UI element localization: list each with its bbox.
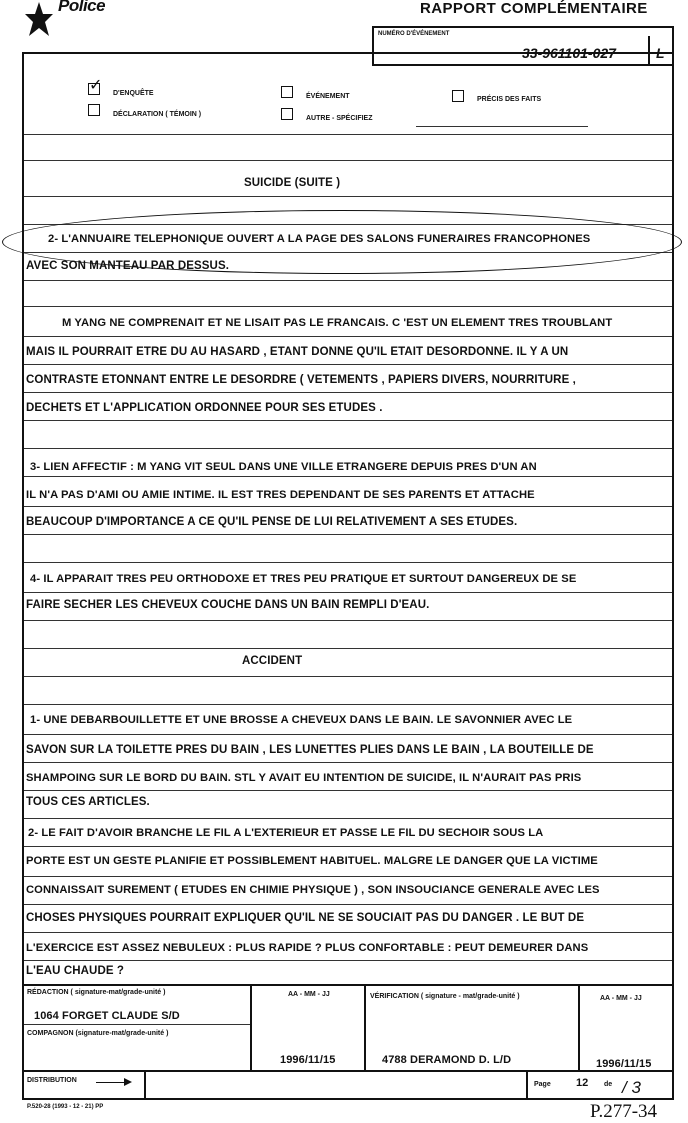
paragraph-line: M YANG NE COMPRENAIT ET NE LISAIT PAS LE FRANCAIS. C 'EST UN ELEMENT TRES TROUBLANT [62, 317, 613, 329]
verification-label: VÉRIFICATION ( signature - mat/grade-unité ) [370, 993, 520, 1000]
paragraph-line: CONTRASTE ETONNANT ENTRE LE DESORDRE ( VETEMENTS , PAPIERS DIVERS, NOURRITURE , [26, 374, 576, 386]
paragraph-line: DECHETS ET L'APPLICATION ORDONNEE POUR SES ETUDES . [26, 402, 383, 414]
rule-line [24, 620, 672, 621]
paragraph-line: 2- L'ANNUAIRE TELEPHONIQUE OUVERT A LA PAGE DES SALONS FUNERAIRES FRANCOPHONES [48, 233, 591, 245]
event-number-label: NUMÉRO D'ÉVÉNEMENT [378, 31, 450, 37]
check-mark-icon: ✓ [89, 77, 103, 94]
verification-date: 1996/11/15 [596, 1058, 652, 1070]
rule-line [24, 506, 672, 507]
redaction-date: 1996/11/15 [280, 1054, 336, 1066]
rule-line [24, 790, 672, 791]
rule-line [24, 364, 672, 365]
paragraph-line: IL N'A PAS D'AMI OU AMIE INTIME. IL EST TRES DEPENDANT DE SES PARENTS ET ATTACHE [26, 489, 535, 501]
page-total: / 3 [622, 1078, 641, 1097]
footer-divider [144, 1070, 146, 1100]
rule-line [24, 960, 672, 961]
distribution-label: DISTRIBUTION [27, 1077, 77, 1084]
paragraph-line: CONNAISSAIT SUREMENT ( ETUDES EN CHIMIE PHYSIQUE ) , SON INSOUCIANCE GENERALE AVEC LES [26, 884, 600, 896]
paragraph-line: FAIRE SECHER LES CHEVEUX COUCHE DANS UN BAIN REMPLI D'EAU. [26, 599, 430, 611]
page-number: 12 [576, 1077, 589, 1089]
redaction-value: 1064 FORGET CLAUDE S/D [34, 1010, 180, 1022]
form-code: P.520-28 (1993 - 12 - 21) PP [27, 1104, 104, 1110]
footer-divider [250, 984, 252, 1070]
paragraph-line: 3- LIEN AFFECTIF : M YANG VIT SEUL DANS UNE VILLE ETRANGERE DEPUIS PRES D'UN AN [30, 461, 537, 473]
rule-line [24, 196, 672, 197]
rule-line [24, 818, 672, 819]
paragraph-line: 4- IL APPARAIT TRES PEU ORTHODOXE ET TRES PEU PRATIQUE ET SURTOUT DANGEREUX DE SE [30, 573, 577, 585]
rule-line [24, 676, 672, 677]
paragraph-line: SAVON SUR LA TOILETTE PRES DU BAIN , LES LUNETTES PLIES DANS LE BAIN , LA BOUTEILLE DE [26, 744, 594, 756]
rule-line [24, 160, 672, 161]
paragraph-line: MAIS IL POURRAIT ETRE DU AU HASARD , ETANT DONNE QU'IL ETAIT DESORDONNE. IL Y A UN [26, 346, 569, 358]
report-title: RAPPORT COMPLÉMENTAIRE [420, 0, 648, 17]
rule-line [24, 846, 672, 847]
paragraph-line: 2- LE FAIT D'AVOIR BRANCHE LE FIL A L'EXTERIEUR ET PASSE LE FIL DU SECHOIR SOUS LA [28, 827, 544, 839]
checkbox-precis[interactable] [452, 90, 464, 102]
rule-line [24, 648, 672, 649]
page-de: de [604, 1081, 613, 1088]
arrow-right-icon [96, 1082, 126, 1083]
rule-line [24, 336, 672, 337]
police-logo-icon [24, 0, 54, 40]
rule-line [24, 476, 672, 477]
rule-line [24, 534, 672, 535]
rule-line [24, 904, 672, 905]
rule-line [24, 306, 672, 307]
checkbox-autre-label: AUTRE - SPÉCIFIEZ [306, 115, 373, 122]
checkbox-evenement[interactable] [281, 86, 293, 98]
heading-accident: ACCIDENT [242, 655, 303, 667]
agency-name: Police [58, 0, 106, 12]
paragraph-line: L'EXERCICE EST ASSEZ NEBULEUX : PLUS RAPIDE ? PLUS CONFORTABLE : PEUT DEMEURER DANS [26, 942, 589, 954]
event-number: 33-961101-027 [522, 45, 616, 61]
rule-line [24, 734, 672, 735]
date-label: AA - MM - JJ [600, 995, 642, 1002]
footer-rule [24, 1024, 250, 1025]
checkbox-precis-label: PRÉCIS DES FAITS [477, 96, 542, 103]
heading-suicide: SUICIDE (SUITE ) [244, 177, 341, 189]
rule-line [24, 134, 672, 135]
page-label: Page [534, 1081, 551, 1088]
paragraph-line: TOUS CES ARTICLES. [26, 796, 150, 808]
footer-top-rule [24, 984, 672, 986]
checkbox-evenement-label: ÉVÉNEMENT [306, 93, 350, 100]
footer-divider [578, 984, 580, 1070]
paragraph-line: AVEC SON MANTEAU PAR DESSUS. [26, 260, 230, 272]
redaction-label: RÉDACTION ( signature-mat/grade-unité ) [27, 989, 166, 996]
rule-line [24, 562, 672, 563]
paragraph-line: L'EAU CHAUDE ? [26, 965, 125, 977]
paragraph-line: 1- UNE DEBARBOUILLETTE ET UNE BROSSE A CHEVEUX DANS LE BAIN. LE SAVONNIER AVEC LE [30, 714, 573, 726]
rule-line [24, 592, 672, 593]
rule-line [24, 392, 672, 393]
compagnon-label: COMPAGNON (signature-mat/grade-unité ) [27, 1030, 169, 1037]
rule-line [24, 704, 672, 705]
rule-line [24, 448, 672, 449]
paragraph-line: PORTE EST UN GESTE PLANIFIE ET POSSIBLEMENT HABITUEL. MALGRE LE DANGER QUE LA VICTIME [26, 855, 598, 867]
rule-line [24, 932, 672, 933]
paragraph-line: CHOSES PHYSIQUES POURRAIT EXPLIQUER QU'IL NE SE SOUCIAIT PAS DU DANGER . LE BUT DE [26, 912, 585, 924]
rule-line [24, 762, 672, 763]
rule-line [24, 280, 672, 281]
rule-line [24, 420, 672, 421]
checkbox-enquete-label: D'ENQUÊTE [113, 90, 154, 97]
verification-value: 4788 DERAMOND D. L/D [382, 1054, 512, 1066]
paragraph-line: SHAMPOING SUR LE BORD DU BAIN. STL Y AVAIT EU INTENTION DE SUICIDE, IL N'AURAIT PAS PRIS [26, 772, 582, 784]
rule-line [24, 876, 672, 877]
footer-rule [24, 1070, 672, 1072]
footer-divider [364, 984, 366, 1070]
specify-line [416, 126, 588, 127]
checkbox-declaration-label: DÉCLARATION ( TÉMOIN ) [113, 111, 202, 118]
checkbox-declaration[interactable] [88, 104, 100, 116]
event-suffix: L [656, 45, 665, 61]
footer-divider [526, 1070, 528, 1100]
paragraph-line: BEAUCOUP D'IMPORTANCE A CE QU'IL PENSE DE LUI RELATIVEMENT A SES ETUDES. [26, 516, 518, 528]
document-code: P.277-34 [590, 1101, 658, 1122]
arrow-right-icon-head [124, 1078, 132, 1086]
date-label: AA - MM - JJ [288, 991, 330, 998]
checkbox-autre[interactable] [281, 108, 293, 120]
